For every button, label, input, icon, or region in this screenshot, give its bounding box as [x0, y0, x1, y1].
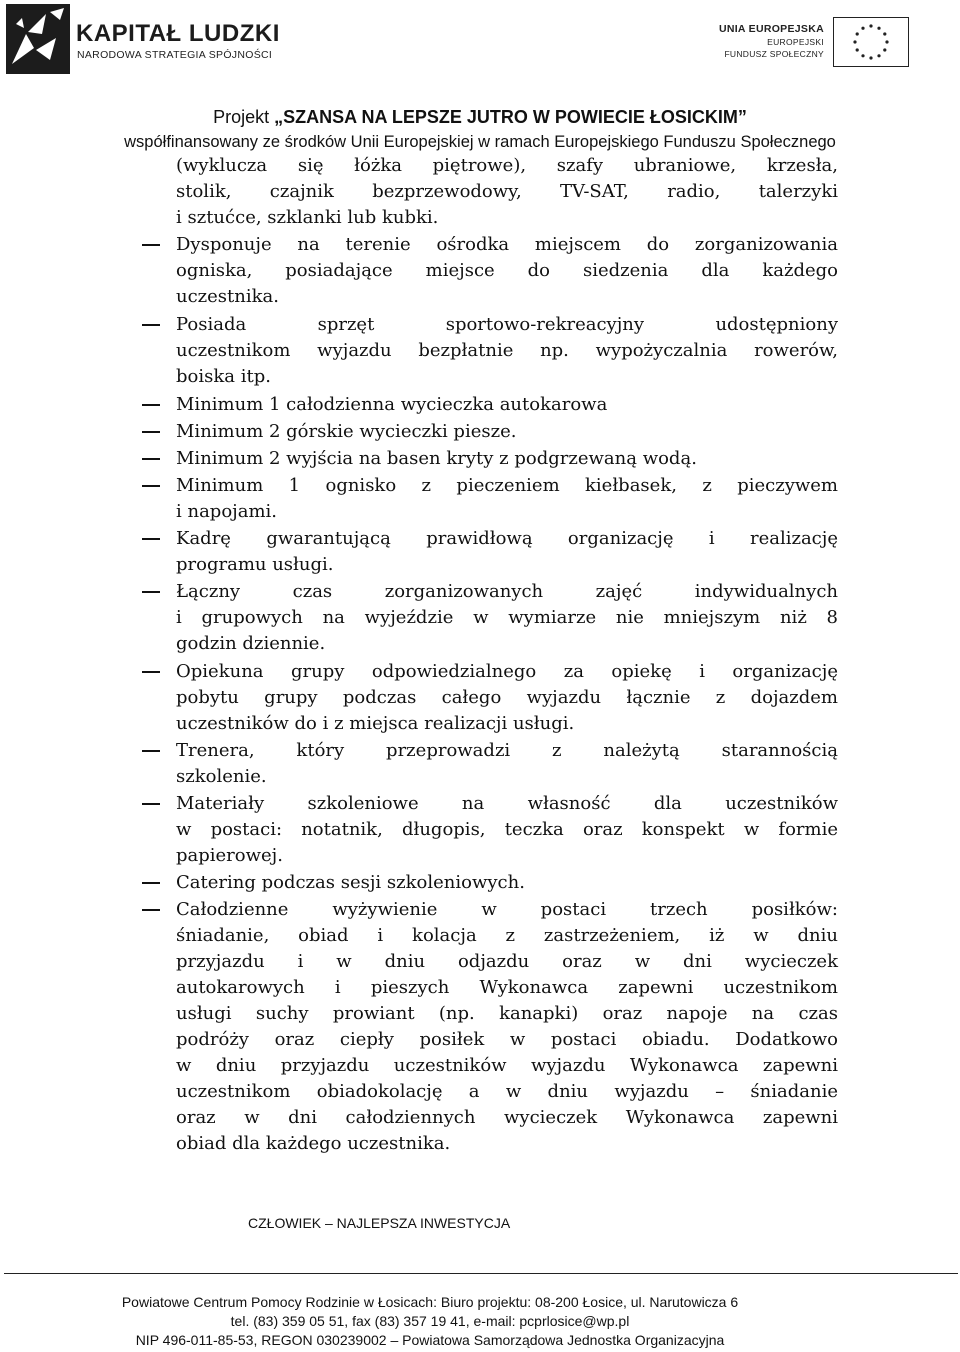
project-title-line	[0, 107, 960, 128]
body-line: usługi suchy prowiant (np. kanapki) oraz napoje na czas	[176, 1003, 838, 1024]
list-bullet-dash	[142, 750, 160, 752]
body-line: uczestnikom wyjazdu bezpłatnie np. wypożyczalnia rowerów,	[176, 340, 838, 361]
list-bullet-dash	[142, 244, 160, 246]
project-title: „SZANSA NA LEPSZE JUTRO W POWIECIE ŁOSICKIM”	[274, 107, 747, 127]
body-line: pobytu grupy podczas całego wyjazdu łącznie z dojazdem	[176, 687, 838, 708]
body-line: Catering podczas sesji szkoleniowych.	[176, 872, 525, 893]
eu-logo-text	[719, 22, 824, 60]
body-line: (wyklucza się łóżka piętrowe), szafy ubraniowe, krzesła,	[176, 155, 838, 176]
list-bullet-dash	[142, 591, 160, 593]
body-line: Łączny czas zorganizowanych zajęć indywidualnych	[176, 581, 838, 602]
list-bullet-dash	[142, 485, 160, 487]
list-bullet-dash	[142, 458, 160, 460]
eu-logo-line2: EUROPEJSKI	[767, 37, 824, 47]
cofinance-line: współfinansowany ze środków Unii Europejskiej w ramach Europejskiego Funduszu Społecznego	[124, 133, 836, 151]
kapital-ludzki-emblem-icon	[6, 4, 70, 74]
footer-slogan: CZŁOWIEK – NAJLEPSZA INWESTYCJA	[248, 1215, 511, 1231]
body-line: i napojami.	[176, 501, 278, 522]
body-line: Minimum 2 wyjścia na basen kryty z podgrzewaną wodą.	[176, 448, 697, 469]
body-line: uczestnika.	[176, 286, 279, 307]
body-line: Dysponuje na terenie ośrodka miejscem do zorganizowania	[176, 234, 838, 255]
body-line: uczestników do i z miejsca realizacji usługi.	[176, 713, 575, 734]
footer-address-line: Powiatowe Centrum Pomocy Rodzinie w Łosicach: Biuro projektu: 08-200 Łosice, ul. Narutowicza 6	[121, 1294, 739, 1310]
body-line: Kadrę gwarantującą prawidłową organizację i realizację	[176, 528, 838, 549]
list-bullet-dash	[142, 909, 160, 911]
body-line: autokarowych i pieszych Wykonawca zapewni uczestnikom	[176, 977, 838, 998]
body-line: Trenera, który przeprowadzi z należytą starannością	[176, 740, 838, 761]
body-line: Posiada sprzęt sportowo-rekreacyjny udostępniony	[176, 314, 838, 335]
body-line: szkolenie.	[176, 766, 267, 787]
body-line: w postaci: notatnik, długopis, teczka oraz konspekt w formie	[176, 819, 838, 840]
body-line: Minimum 1 całodzienna wycieczka autokarowa	[176, 394, 608, 415]
body-line: podróży oraz ciepły posiłek w postaci obiadu. Dodatkowo	[176, 1029, 838, 1050]
eu-logo-line1: UNIA EUROPEJSKA	[718, 23, 824, 35]
list-bullet-dash	[142, 538, 160, 540]
eu-flag-icon	[833, 17, 909, 67]
body-line: w dniu przyjazdu uczestników wyjazdu Wykonawca zapewni	[176, 1055, 838, 1076]
body-line: papierowej.	[176, 845, 283, 866]
body-line: Całodzienne wyżywienie w postaci trzech posiłków:	[176, 899, 838, 920]
body-line: godzin dziennie.	[176, 633, 326, 654]
body-line: programu usługi.	[176, 554, 334, 575]
body-line: śniadanie, obiad i kolacja z zastrzeżeniem, iż w dniu	[176, 925, 838, 946]
footer-divider	[4, 1273, 958, 1274]
kapital-ludzki-logo	[6, 4, 280, 74]
body-line: i sztućce, szklanki lub kubki.	[176, 207, 439, 228]
body-line: oraz w dni całodziennych wycieczek Wykonawca zapewni	[176, 1107, 838, 1128]
body-line: stolik, czajnik bezprzewodowy, TV-SAT, radio, talerzyki	[176, 181, 838, 202]
body-line: ogniska, posiadające miejsce do siedzenia dla każdego	[176, 260, 838, 281]
body-line: Opiekuna grupy odpowiedzialnego za opiekę i organizację	[176, 661, 838, 682]
eu-logo-line3: FUNDUSZ SPOŁECZNY	[724, 49, 824, 59]
body-line: obiad dla każdego uczestnika.	[176, 1133, 451, 1154]
list-bullet-dash	[142, 404, 160, 406]
list-bullet-dash	[142, 882, 160, 884]
body-line: boiska itp.	[176, 366, 271, 387]
body-line: Minimum 1 ognisko z pieczeniem kiełbasek, z pieczywem	[176, 475, 838, 496]
footer-registry-line: NIP 496-011-85-53, REGON 030239002 – Powiatowa Samorządowa Jednostka Organizacyjna	[135, 1332, 725, 1348]
body-line: i grupowych na wyjeździe w wymiarze nie mniejszym niż 8	[176, 607, 838, 628]
body-line: uczestnikom obiadokolację a w dniu wyjazdu – śniadanie	[176, 1081, 838, 1102]
body-line: przyjazdu i w dniu odjazdu oraz w dni wycieczek	[176, 951, 838, 972]
list-bullet-dash	[142, 671, 160, 673]
eu-fund-logo	[716, 14, 952, 70]
body-line: Materiały szkoleniowe na własność dla uczestników	[176, 793, 838, 814]
logo-subtitle-text: NARODOWA STRATEGIA SPÓJNOŚCI	[77, 49, 273, 61]
list-bullet-dash	[142, 324, 160, 326]
list-bullet-dash	[142, 803, 160, 805]
project-prefix: Projekt	[213, 107, 275, 127]
logo-brand-text: KAPITAŁ LUDZKI	[76, 20, 280, 47]
body-line: Minimum 2 górskie wycieczki piesze.	[176, 421, 517, 442]
list-bullet-dash	[142, 431, 160, 433]
footer-contact-line: tel. (83) 359 05 51, fax (83) 357 19 41, e-mail: pcprlosice@wp.pl	[230, 1313, 630, 1329]
